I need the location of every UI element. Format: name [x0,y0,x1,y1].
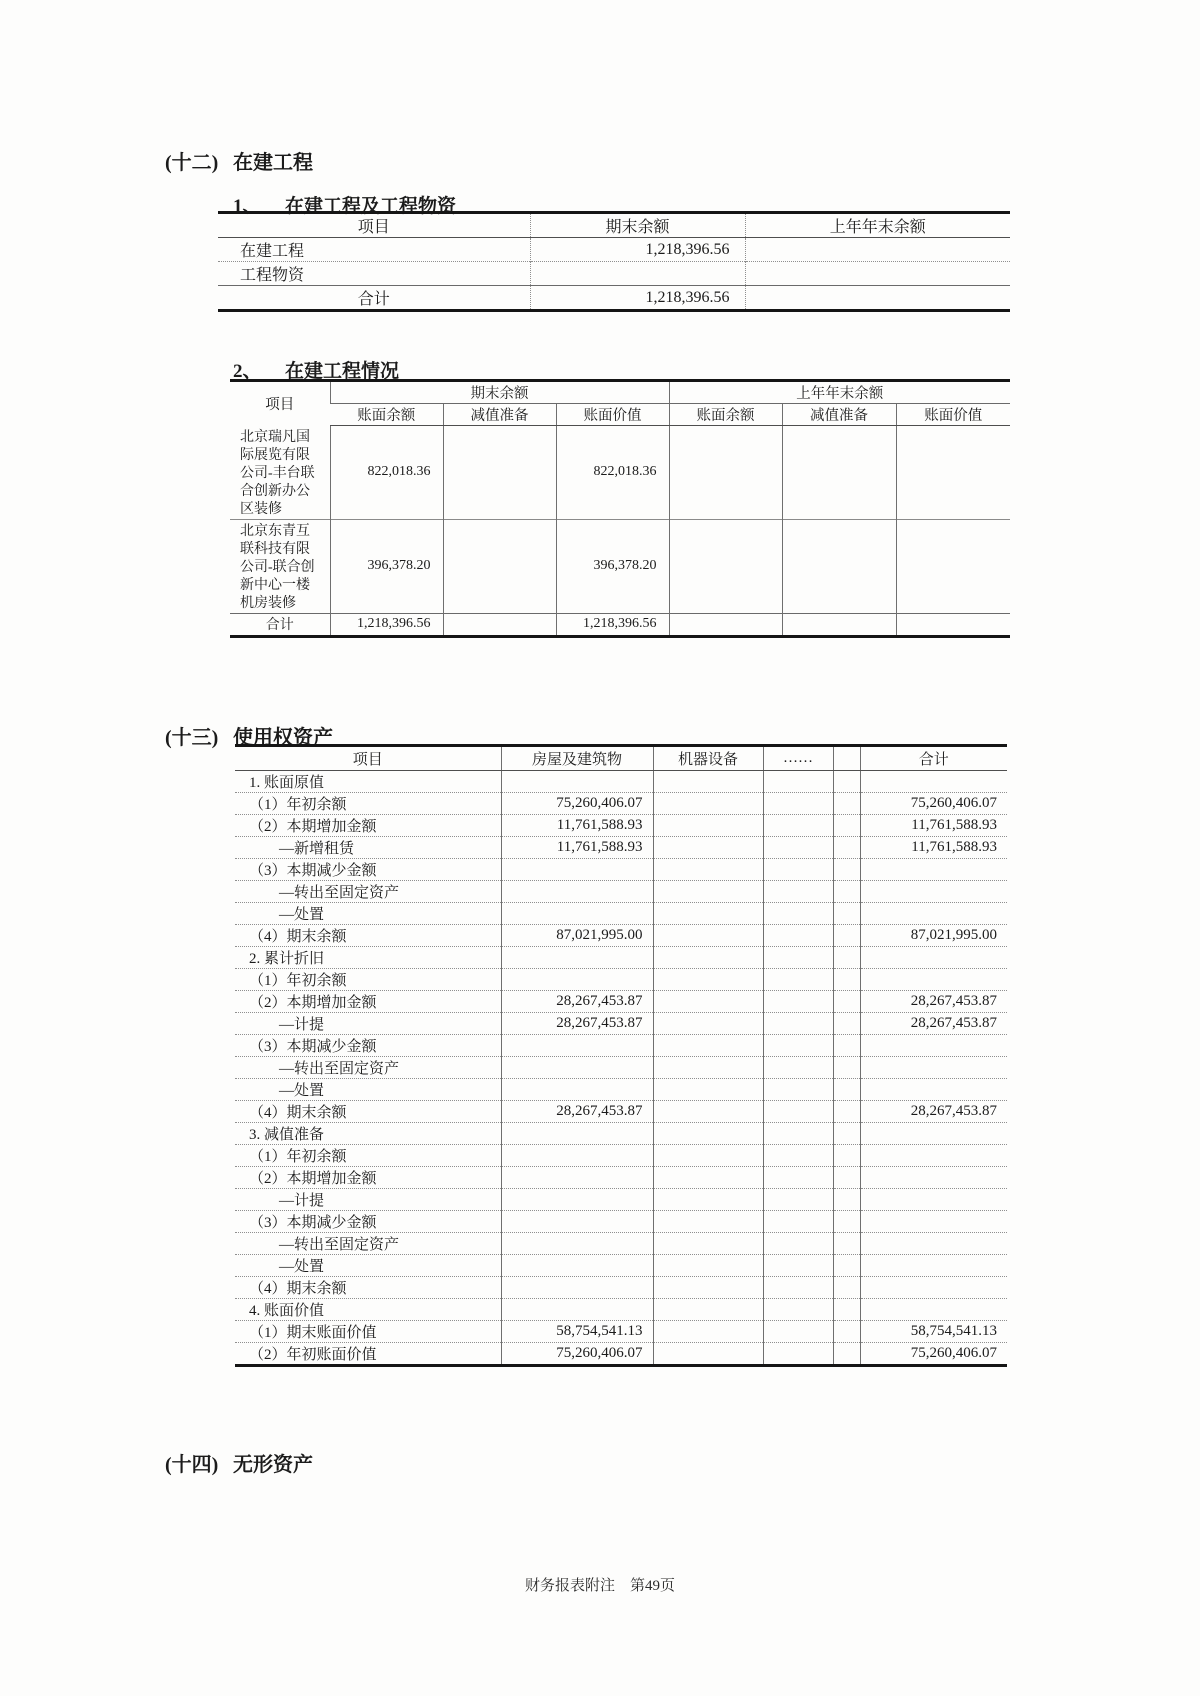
table-row [235,771,1007,793]
cell-ellipsis [763,1167,833,1189]
cell-machinery [653,1035,763,1057]
cell-ellipsis [763,1013,833,1035]
cell-blank [833,1079,860,1101]
cell-item: —计提 [235,1013,501,1035]
cell-blank [833,1277,860,1299]
cell-blank [833,771,860,793]
cell-total [860,947,1007,969]
cell-item: 在建工程 [240,243,305,260]
cell-buildings: 11,761,588.93 [501,837,653,859]
section-13-title: 使用权资产 [233,727,333,749]
col-header-impairment-provision: 减值准备 [443,404,556,426]
cell-total: 28,267,453.87 [860,1101,1007,1123]
cell-item: （4）期末余额 [235,1277,501,1299]
cell-item: （1）年初余额 [235,969,501,991]
cell-ellipsis [763,771,833,793]
col-header-blank [833,746,860,771]
cell-ellipsis [763,1123,833,1145]
table-row [235,1057,1007,1079]
cell-total: 11,761,588.93 [860,837,1007,859]
cell-buildings [501,1299,653,1321]
cell-ellipsis [763,1035,833,1057]
cell-buildings: 28,267,453.87 [501,1101,653,1123]
cell-item: （3）本期减少金额 [235,859,501,881]
cell-ellipsis [763,1255,833,1277]
cell-prior-year-balance [745,262,1010,286]
project-row [230,519,1010,613]
cell-ellipsis [763,837,833,859]
cell-total [860,903,1007,925]
cell-total [860,1211,1007,1233]
cell-blank [833,925,860,947]
table-row [235,1255,1007,1277]
cell-buildings [501,1035,653,1057]
group-header-ending-balance: 期末余额 [330,381,669,404]
cell-total: 28,267,453.87 [860,991,1007,1013]
col-header-book-balance-prior: 账面余额 [669,404,782,426]
subsection-2-title: 在建工程情况 [285,361,400,382]
cell-blank [833,1123,860,1145]
subsection-1-number: 1、 [233,196,262,217]
section-14-heading [165,1448,313,1477]
cell-project-name: 北京瑞凡国际展览有限公司-丰台联合创新办公区装修 [240,429,315,517]
col-header-ellipsis: …… [763,746,833,771]
total-row [230,613,1010,636]
subsection-1-title: 在建工程及工程物资 [285,196,457,217]
cell-blank [833,1167,860,1189]
cell-blank [833,991,860,1013]
cell-ellipsis [763,1057,833,1079]
cell-item: —处置 [235,903,501,925]
cell-total-book-value-prior [896,613,1010,636]
cell-machinery [653,1321,763,1343]
cell-machinery [653,1123,763,1145]
sub-header-row [230,404,1010,426]
table-row [235,1035,1007,1057]
cell-item: 4. 账面价值 [235,1299,501,1321]
cell-ellipsis [763,903,833,925]
table-row [235,1079,1007,1101]
cell-total-book-balance-prior [669,613,782,636]
cell-total [860,1079,1007,1101]
cell-total [860,881,1007,903]
rou-header [235,746,1007,771]
cell-total-prior-year-balance [745,286,1010,311]
cell-blank [833,859,860,881]
table-row [235,1145,1007,1167]
cell-total-impairment-provision [443,613,556,636]
cell-machinery [653,1189,763,1211]
cell-book-value-prior [896,426,1010,520]
cell-buildings [501,1233,653,1255]
cell-ellipsis [763,1321,833,1343]
table-row [235,1343,1007,1366]
header-row [218,213,1010,238]
cell-machinery [653,837,763,859]
table-row [218,238,1010,262]
cell-buildings [501,1057,653,1079]
cell-machinery [653,969,763,991]
table-row [235,859,1007,881]
col-header-buildings: 房屋及建筑物 [501,746,653,771]
col-header-book-value: 账面价值 [556,404,669,426]
section-14-title: 无形资产 [233,1454,313,1476]
cip-summary-table [218,211,1010,312]
cell-total: 75,260,406.07 [860,793,1007,815]
col-header-ending-balance: 期末余额 [530,213,745,238]
total-row [218,286,1010,311]
cip-summary-footer [218,286,1010,311]
cell-total [860,771,1007,793]
cell-machinery [653,1101,763,1123]
cell-blank [833,947,860,969]
cell-buildings: 75,260,406.07 [501,793,653,815]
table-row [235,925,1007,947]
cell-ellipsis [763,1277,833,1299]
cell-book-balance: 396,378.20 [330,519,443,613]
cell-buildings: 75,260,406.07 [501,1343,653,1366]
page-footer: 财务报表附注 第49页 [524,1578,675,1594]
cell-book-value: 396,378.20 [556,519,669,613]
cip-summary-body [218,238,1010,286]
cell-item: —处置 [235,1255,501,1277]
table-row [235,1101,1007,1123]
cell-blank [833,1189,860,1211]
cell-buildings [501,1123,653,1145]
cell-total [860,1299,1007,1321]
cell-total [860,1145,1007,1167]
cell-blank [833,815,860,837]
cip-detail-body [230,426,1010,614]
cell-ellipsis [763,1211,833,1233]
col-header-total: 合计 [860,746,1007,771]
cell-book-value-prior [896,519,1010,613]
cell-blank [833,1057,860,1079]
section-12-label: (十二) [165,152,219,174]
col-header-item: 项目 [265,397,295,414]
col-header-prior-year-balance: 上年年末余额 [745,213,1010,238]
cell-machinery [653,1343,763,1366]
table-row [235,969,1007,991]
cell-ellipsis [763,1189,833,1211]
table-row [235,1123,1007,1145]
cell-item: —新增租赁 [235,837,501,859]
cell-item: 2. 累计折旧 [235,947,501,969]
cell-blank [833,1013,860,1035]
cell-blank [833,1035,860,1057]
col-header-machinery: 机器设备 [653,746,763,771]
cip-summary-header [218,213,1010,238]
cell-impairment-provision [443,519,556,613]
cell-machinery [653,1145,763,1167]
cell-ellipsis [763,881,833,903]
project-row [230,426,1010,520]
cell-item: （3）本期减少金额 [235,1035,501,1057]
table-row [235,837,1007,859]
cell-total-label: 合计 [230,613,330,636]
cell-ellipsis [763,1101,833,1123]
cell-item: 1. 账面原值 [249,775,325,791]
cell-prior-year-balance [745,238,1010,262]
cell-total [860,859,1007,881]
cell-blank [833,1233,860,1255]
cell-buildings: 28,267,453.87 [501,1013,653,1035]
cell-machinery [653,1299,763,1321]
cell-ellipsis [763,793,833,815]
cell-machinery [653,1277,763,1299]
table-row [235,1211,1007,1233]
cell-buildings [501,1167,653,1189]
cell-total [860,1057,1007,1079]
cell-machinery [653,925,763,947]
cell-book-balance-prior [669,426,782,520]
cell-total-book-value: 1,218,396.56 [556,613,669,636]
cell-item: —转出至固定资产 [235,1233,501,1255]
cell-buildings [501,881,653,903]
cell-blank [833,881,860,903]
table-row [235,903,1007,925]
cell-machinery [653,881,763,903]
cell-machinery [653,771,763,793]
table-row [235,1277,1007,1299]
cell-ellipsis [763,1343,833,1366]
cell-total [860,1277,1007,1299]
table-row [235,1299,1007,1321]
cell-ellipsis [763,991,833,1013]
table-row [235,1321,1007,1343]
table-row [235,815,1007,837]
cell-total [860,969,1007,991]
cell-total-label: 合计 [218,286,530,311]
cell-item: （4）期末余额 [235,1101,501,1123]
cell-machinery [653,1233,763,1255]
cell-ellipsis [763,859,833,881]
cell-ellipsis [763,969,833,991]
group-header-prior-year-balance: 上年年末余额 [669,381,1010,404]
cell-buildings [501,903,653,925]
col-header-item: 项目 [235,746,501,771]
cell-book-balance: 822,018.36 [330,426,443,520]
cell-buildings [501,1255,653,1277]
cell-impairment-provision-prior [782,426,896,520]
cell-machinery [653,1057,763,1079]
cell-total: 11,761,588.93 [860,815,1007,837]
cell-buildings [501,771,653,793]
table-row [235,793,1007,815]
cell-blank [833,793,860,815]
cell-ellipsis [763,1145,833,1167]
cell-total: 75,260,406.07 [860,1343,1007,1366]
section-14-label: (十四) [165,1454,219,1476]
cell-total-book-balance: 1,218,396.56 [330,613,443,636]
cell-item: （2）本期增加金额 [235,1167,501,1189]
cell-ellipsis [763,1233,833,1255]
cell-machinery [653,793,763,815]
cip-detail-table [230,379,1010,638]
cell-total [860,1167,1007,1189]
cell-buildings: 58,754,541.13 [501,1321,653,1343]
cell-machinery [653,1079,763,1101]
cell-item: （1）年初余额 [235,1145,501,1167]
rou-body [235,771,1007,1366]
cell-total [860,1255,1007,1277]
cell-ellipsis [763,1299,833,1321]
cell-machinery [653,903,763,925]
table-row [235,1013,1007,1035]
col-header-item: 项目 [218,213,530,238]
cell-item: —计提 [235,1189,501,1211]
col-header-book-balance: 账面余额 [330,404,443,426]
cell-buildings [501,859,653,881]
cell-item: （3）本期减少金额 [235,1211,501,1233]
cell-buildings: 11,761,588.93 [501,815,653,837]
cell-ending-balance [530,262,745,286]
cell-machinery [653,947,763,969]
cell-blank [833,1255,860,1277]
cell-ellipsis [763,815,833,837]
cell-machinery [653,859,763,881]
cell-total: 28,267,453.87 [860,1013,1007,1035]
cell-total: 58,754,541.13 [860,1321,1007,1343]
table-row [218,262,1010,286]
cell-blank [833,1321,860,1343]
cell-item: —转出至固定资产 [235,881,501,903]
table-row [235,881,1007,903]
cell-buildings [501,947,653,969]
cell-machinery [653,1013,763,1035]
cell-item: —转出至固定资产 [235,1057,501,1079]
cell-blank [833,1211,860,1233]
cell-ending-balance: 1,218,396.56 [530,238,745,262]
cell-total [860,1233,1007,1255]
cell-buildings: 28,267,453.87 [501,991,653,1013]
col-header-book-value-prior: 账面价值 [896,404,1010,426]
cell-buildings [501,1189,653,1211]
right-of-use-assets-table [235,744,1007,1367]
cell-buildings [501,1079,653,1101]
table-row [235,947,1007,969]
cell-impairment-provision-prior [782,519,896,613]
cell-blank [833,1101,860,1123]
cell-blank [833,1145,860,1167]
cell-item: （2）本期增加金额 [235,991,501,1013]
header-row [235,746,1007,771]
group-header-row [230,381,1010,404]
cip-detail-footer [230,613,1010,636]
cell-total [860,1035,1007,1057]
table-row [235,1167,1007,1189]
cell-blank [833,969,860,991]
cell-ellipsis [763,947,833,969]
cell-blank [833,1299,860,1321]
cell-impairment-provision [443,426,556,520]
table-row [235,991,1007,1013]
cell-blank [833,837,860,859]
cell-total-ending-balance: 1,218,396.56 [530,286,745,311]
table-row [235,1233,1007,1255]
cell-machinery [653,815,763,837]
cell-item: （2）本期增加金额 [235,815,501,837]
cell-total: 87,021,995.00 [860,925,1007,947]
table-row [235,1189,1007,1211]
cell-item: 3. 减值准备 [235,1123,501,1145]
section-12-heading [165,146,313,175]
cell-buildings [501,1211,653,1233]
cell-item: （4）期末余额 [235,925,501,947]
cell-ellipsis [763,1079,833,1101]
cell-machinery [653,1211,763,1233]
cell-machinery [653,1167,763,1189]
cell-buildings [501,1145,653,1167]
col-header-impairment-provision-prior: 减值准备 [782,404,896,426]
section-13-label: (十三) [165,727,219,749]
cell-item: （2）年初账面价值 [235,1343,501,1366]
cell-blank [833,1343,860,1366]
subsection-2-number: 2、 [233,361,262,382]
cell-item: —处置 [235,1079,501,1101]
cell-machinery [653,1255,763,1277]
cell-book-balance-prior [669,519,782,613]
cell-buildings [501,1277,653,1299]
cell-project-name: 北京东青互联科技有限公司-联合创新中心一楼机房装修 [230,519,330,613]
cell-ellipsis [763,925,833,947]
cell-total-impairment-provision-prior [782,613,896,636]
cell-book-value: 822,018.36 [556,426,669,520]
cell-total [860,1189,1007,1211]
cell-buildings [501,969,653,991]
cell-item: 工程物资 [218,262,530,286]
cell-blank [833,903,860,925]
cell-item: （1）期末账面价值 [235,1321,501,1343]
cip-detail-header [230,381,1010,426]
cell-item: （1）年初余额 [235,793,501,815]
cell-total [860,1123,1007,1145]
cell-buildings: 87,021,995.00 [501,925,653,947]
section-12-title: 在建工程 [233,152,313,174]
cell-machinery [653,991,763,1013]
